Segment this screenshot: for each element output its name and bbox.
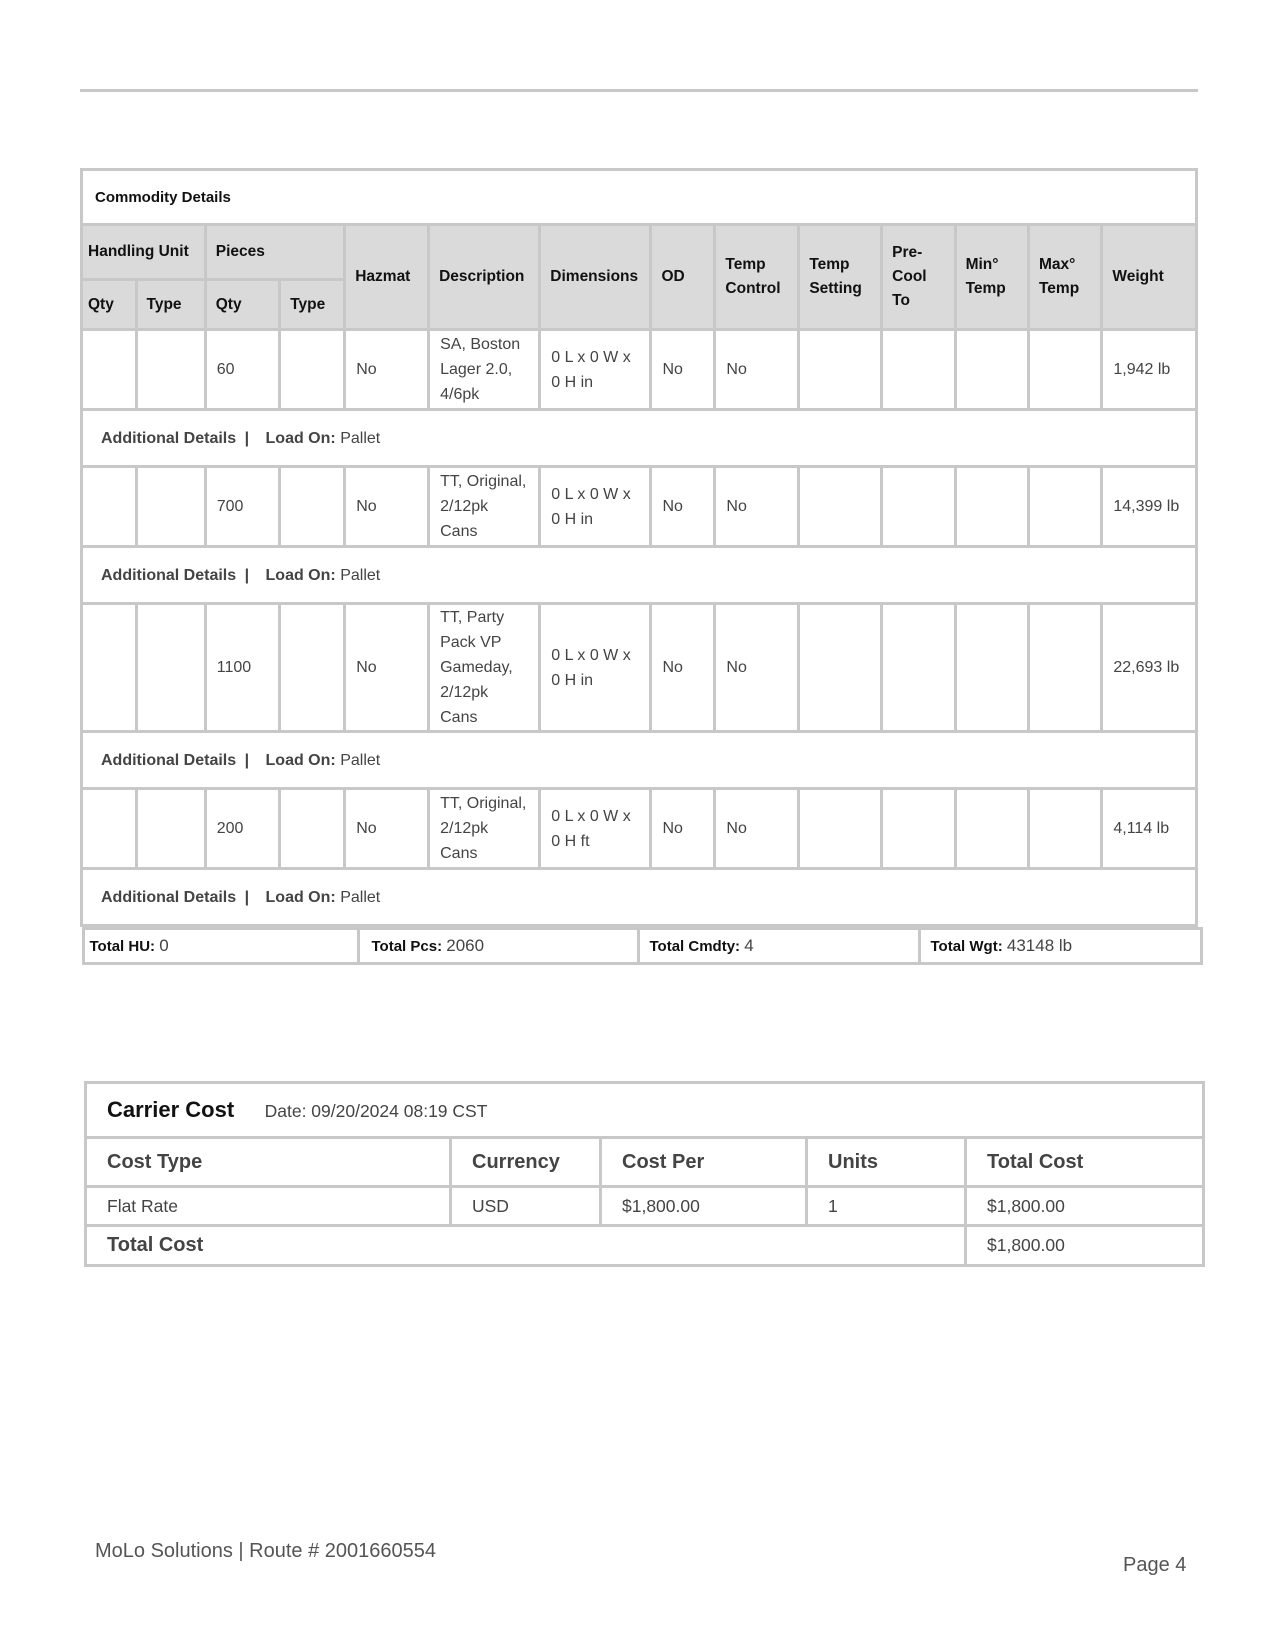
carrier-cost-table [84, 1081, 1205, 1267]
units-cell: 1 [807, 1187, 966, 1226]
additional-details-row [82, 869, 1197, 926]
header-pcs-type: Type [280, 280, 345, 330]
total-wgt-label: Total Wgt: [930, 938, 1003, 955]
table-row [82, 789, 1197, 869]
total-cmdty-value: 4 [744, 936, 754, 955]
od-cell: No [651, 330, 715, 410]
cost-type-cell: Flat Rate [86, 1187, 451, 1226]
load-on-value: Pallet [340, 429, 381, 447]
additional-details-separator: | [244, 888, 250, 906]
pcs-type-cell [280, 330, 345, 410]
hu-type-cell [136, 604, 205, 732]
additional-details-label: Additional Details [101, 888, 237, 906]
additional-details-label: Additional Details [101, 429, 237, 447]
total-pcs-value: 2060 [446, 936, 485, 955]
totals-row [82, 926, 1197, 966]
header-max-temp: Max° Temp [1028, 225, 1101, 330]
pcs-qty-cell: 200 [205, 789, 279, 869]
total-hu-value: 0 [159, 936, 169, 955]
header-temp-control: Temp Control [715, 225, 799, 330]
table-row [82, 467, 1197, 547]
pcs-qty-cell: 60 [205, 330, 279, 410]
pcs-type-cell [280, 467, 345, 547]
pre-cool-cell [882, 330, 955, 410]
additional-details-separator: | [244, 566, 250, 584]
min-temp-cell [955, 330, 1028, 410]
table-row [82, 330, 1197, 410]
load-on-value: Pallet [340, 751, 381, 769]
hazmat-cell: No [345, 789, 429, 869]
load-on-value: Pallet [340, 888, 381, 906]
pre-cool-cell [882, 604, 955, 732]
pcs-type-cell [280, 789, 345, 869]
load-on-label: Load On: [265, 566, 336, 584]
max-temp-cell [1028, 789, 1101, 869]
load-on-label: Load On: [265, 751, 336, 769]
total-cmdty-label: Total Cmdty: [649, 938, 741, 955]
hu-qty-cell [82, 467, 137, 547]
dimensions-cell: 0 L x 0 W x 0 H ft [540, 789, 651, 869]
weight-cell: 14,399 lb [1102, 467, 1197, 547]
hu-qty-cell [82, 330, 137, 410]
total-cost-label: Total Cost [86, 1226, 966, 1266]
temp-control-cell: No [715, 467, 799, 547]
footer-route: MoLo Solutions | Route # 2001660554 [95, 1540, 437, 1562]
load-on-label: Load On: [265, 429, 336, 447]
header-pcs-qty: Qty [205, 280, 279, 330]
dimensions-cell: 0 L x 0 W x 0 H in [540, 604, 651, 732]
header-description: Description [429, 225, 540, 330]
header-cost-type: Cost Type [86, 1138, 451, 1187]
od-cell: No [651, 467, 715, 547]
commodity-details-table [80, 168, 1198, 965]
description-cell: SA, Boston Lager 2.0, 4/6pk [429, 330, 540, 410]
carrier-cost-title: Carrier Cost [107, 1097, 235, 1122]
weight-cell: 22,693 lb [1102, 604, 1197, 732]
pcs-qty-cell: 700 [205, 467, 279, 547]
temp-setting-cell [799, 789, 882, 869]
table-row [82, 604, 1197, 732]
hu-type-cell [136, 467, 205, 547]
load-on-label: Load On: [265, 888, 336, 906]
header-dimensions: Dimensions [540, 225, 651, 330]
max-temp-cell [1028, 330, 1101, 410]
total-wgt-value: 43148 lb [1006, 936, 1073, 955]
additional-details-row [82, 410, 1197, 467]
carrier-cost-date: Date: 09/20/2024 08:19 CST [264, 1101, 488, 1121]
additional-details-separator: | [244, 751, 250, 769]
hu-type-cell [136, 789, 205, 869]
dimensions-cell: 0 L x 0 W x 0 H in [540, 467, 651, 547]
header-handling-unit: Handling Unit [82, 225, 206, 280]
additional-details-row [82, 732, 1197, 789]
min-temp-cell [955, 467, 1028, 547]
pcs-type-cell [280, 604, 345, 732]
hazmat-cell: No [345, 467, 429, 547]
page-number: Page 4 [1123, 1554, 1187, 1576]
od-cell: No [651, 604, 715, 732]
description-cell: TT, Original, 2/12pk Cans [429, 789, 540, 869]
cost-per-cell: $1,800.00 [601, 1187, 807, 1226]
header-temp-setting: Temp Setting [799, 225, 882, 330]
temp-setting-cell [799, 467, 882, 547]
description-cell: TT, Original, 2/12pk Cans [429, 467, 540, 547]
hu-qty-cell [82, 604, 137, 732]
max-temp-cell [1028, 604, 1101, 732]
header-hazmat: Hazmat [345, 225, 429, 330]
top-divider [80, 89, 1198, 92]
header-pre-cool: Pre-Cool To [882, 225, 955, 330]
additional-details-separator: | [244, 429, 250, 447]
header-od: OD [651, 225, 715, 330]
dimensions-cell: 0 L x 0 W x 0 H in [540, 330, 651, 410]
commodity-details-title: Commodity Details [82, 170, 1197, 225]
hu-type-cell [136, 330, 205, 410]
od-cell: No [651, 789, 715, 869]
temp-setting-cell [799, 604, 882, 732]
pre-cool-cell [882, 789, 955, 869]
header-hu-qty: Qty [82, 280, 137, 330]
header-min-temp: Min° Temp [955, 225, 1028, 330]
pcs-qty-cell: 1100 [205, 604, 279, 732]
total-cost-cell: $1,800.00 [966, 1187, 1204, 1226]
additional-details-label: Additional Details [101, 751, 237, 769]
header-cost-per: Cost Per [601, 1138, 807, 1187]
hazmat-cell: No [345, 330, 429, 410]
header-hu-type: Type [136, 280, 205, 330]
max-temp-cell [1028, 467, 1101, 547]
header-pieces: Pieces [205, 225, 344, 280]
hu-qty-cell [82, 789, 137, 869]
load-on-value: Pallet [340, 566, 381, 584]
table-row [86, 1187, 1204, 1226]
header-weight: Weight [1102, 225, 1197, 330]
description-cell: TT, Party Pack VP Gameday, 2/12pk Cans [429, 604, 540, 732]
additional-details-label: Additional Details [101, 566, 237, 584]
header-units: Units [807, 1138, 966, 1187]
pre-cool-cell [882, 467, 955, 547]
additional-details-row [82, 547, 1197, 604]
temp-setting-cell [799, 330, 882, 410]
min-temp-cell [955, 789, 1028, 869]
weight-cell: 1,942 lb [1102, 330, 1197, 410]
total-cost-value: $1,800.00 [966, 1226, 1204, 1266]
temp-control-cell: No [715, 604, 799, 732]
total-pcs-label: Total Pcs: [371, 938, 443, 955]
header-currency: Currency [451, 1138, 601, 1187]
weight-cell: 4,114 lb [1102, 789, 1197, 869]
hazmat-cell: No [345, 604, 429, 732]
total-hu-label: Total HU: [89, 938, 156, 955]
min-temp-cell [955, 604, 1028, 732]
temp-control-cell: No [715, 330, 799, 410]
temp-control-cell: No [715, 789, 799, 869]
currency-cell: USD [451, 1187, 601, 1226]
header-total-cost: Total Cost [966, 1138, 1204, 1187]
